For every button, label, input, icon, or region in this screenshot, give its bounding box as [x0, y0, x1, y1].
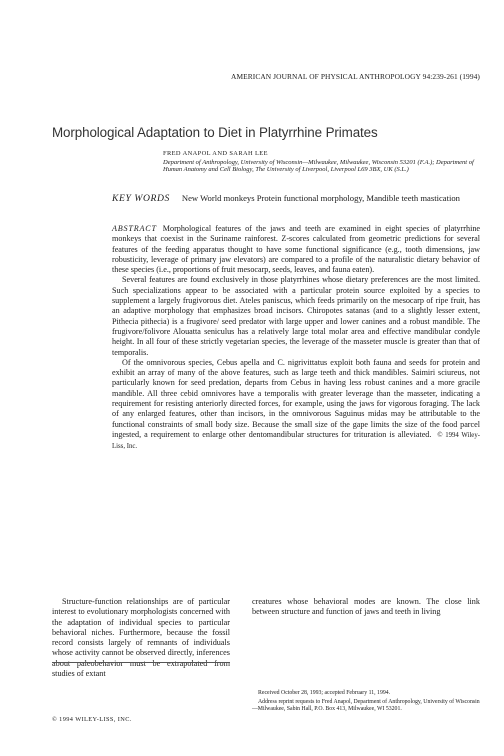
keywords-label: KEY WORDS [112, 193, 170, 204]
body-column-right [252, 597, 480, 618]
abstract-paragraph-3: Of the omnivorous species, Cebus apella and C. nigrivittatus exploit both fauna and seeds for protein and exhibit an array of many of the above features, such as large teeth and thick mandibles. Saimiri sciureus, not particularly known for seed predation, departs from Cebus in having less robust canines and a more gracile mandible. All three cebid omnivores have a temporalis with greater leverage than the masseter, indicating a requirement for resisting anteriorly directed forces, for example, using the jaws for vigorous foraging. The lack of any enlarged features, other than incisors, in the omnivorous Saguinus midas may be attributable to the functional constraints of small body size. Because the small size of the gape limits the size of the food parcel ingested, a requirement to enlarge other dentomandibular structures for trituration is alleviated. [112, 357, 480, 439]
abstract-paragraph-2: Several features are found exclusively in those platyrrhines whose dietary preferences are the most limited. Such specializations appear to be associated with a particular protein source exploited by a species to supplement a largely frugivorous diet. Ateles paniscus, which feeds primarily on the mesocarp of ripe fruit, has an adaptive morphology that emphasizes broad incisors. Chiropotes satanas (and to a slightly lesser extent, Pithecia pithecia) is a frugivore/ seed predator with large upper and lower canines and a robust mandible. The frugivore/folivore Alouatta seniculus has a relatively large total molar area and effective mandibular condyle height. In all four of these strictly vegetarian species, the leverage of the masseter muscle is greater than that of temporalis. [112, 275, 480, 357]
keywords-text: New World monkeys Protein functional morphology, Mandible teeth mastication [181, 193, 460, 203]
keywords [112, 193, 480, 204]
bottom-copyright: © 1994 WILEY-LISS, INC. [52, 716, 132, 723]
divider [52, 662, 230, 663]
body-paragraph-right: creatures whose behavioral modes are known. The close link between structure and function of jaws and teeth in living [252, 597, 480, 617]
abstract-paragraph-1: Morphological features of the jaws and teeth are examined in eight species of platyrrhine monkeys that coexist in the Suriname rainforest. Z-scores calculated from geometric predictions for several features of the feeding apparatus thought to have some functional significance (e.g., tooth dimensions, jaw robusticity, leverage of primary jaw elevators) are compared to a profile of the naturalistic dietary behavior of these species (i.e., proportions of fruit mesocarp, seeds, leaves, and fauna eaten). [112, 224, 480, 275]
abstract-label: ABSTRACT [112, 224, 157, 233]
body-paragraph-left: Structure-function relationships are of particular interest to evolutionary morphologists concerned with the adaptation of individual species to particular behavioral niches. Furthermore, because the fossil record consists largely of remnants of individuals whose activity cannot be observed directly, inferences about paleobehavior must be extrapolated from studies of extant [52, 597, 230, 679]
footnote-received: Received October 28, 1993; accepted February 11, 1994. [258, 690, 391, 696]
affiliation: Department of Anthropology, University of Wisconsin—Milwaukee, Milwaukee, Wisconsin 53201 (F.A.); Department of Human Anatomy and Cell Biology, The University of Liverpool, Liverpool L69 3BX, UK (S.L.) [163, 159, 474, 174]
footnote [252, 690, 480, 716]
abstract [112, 224, 480, 453]
article-title: Morphological Adaptation to Diet in Platyrrhine Primates [52, 125, 378, 140]
body-column-left [52, 597, 230, 679]
footnote-address: Address reprint requests to Fred Anapol, Department of Anthropology, University of Wisconsin—Milwaukee, Sabin Hall, P.O. Box 413, Milwaukee, WI 53201. [252, 699, 480, 713]
journal-header: AMERICAN JOURNAL OF PHYSICAL ANTHROPOLOGY 94:239-261 (1994) [231, 72, 480, 81]
abstract-copyright: © 1994 Wiley-Liss, Inc. [112, 431, 480, 451]
authors: FRED ANAPOL AND SARAH LEE [163, 150, 268, 157]
